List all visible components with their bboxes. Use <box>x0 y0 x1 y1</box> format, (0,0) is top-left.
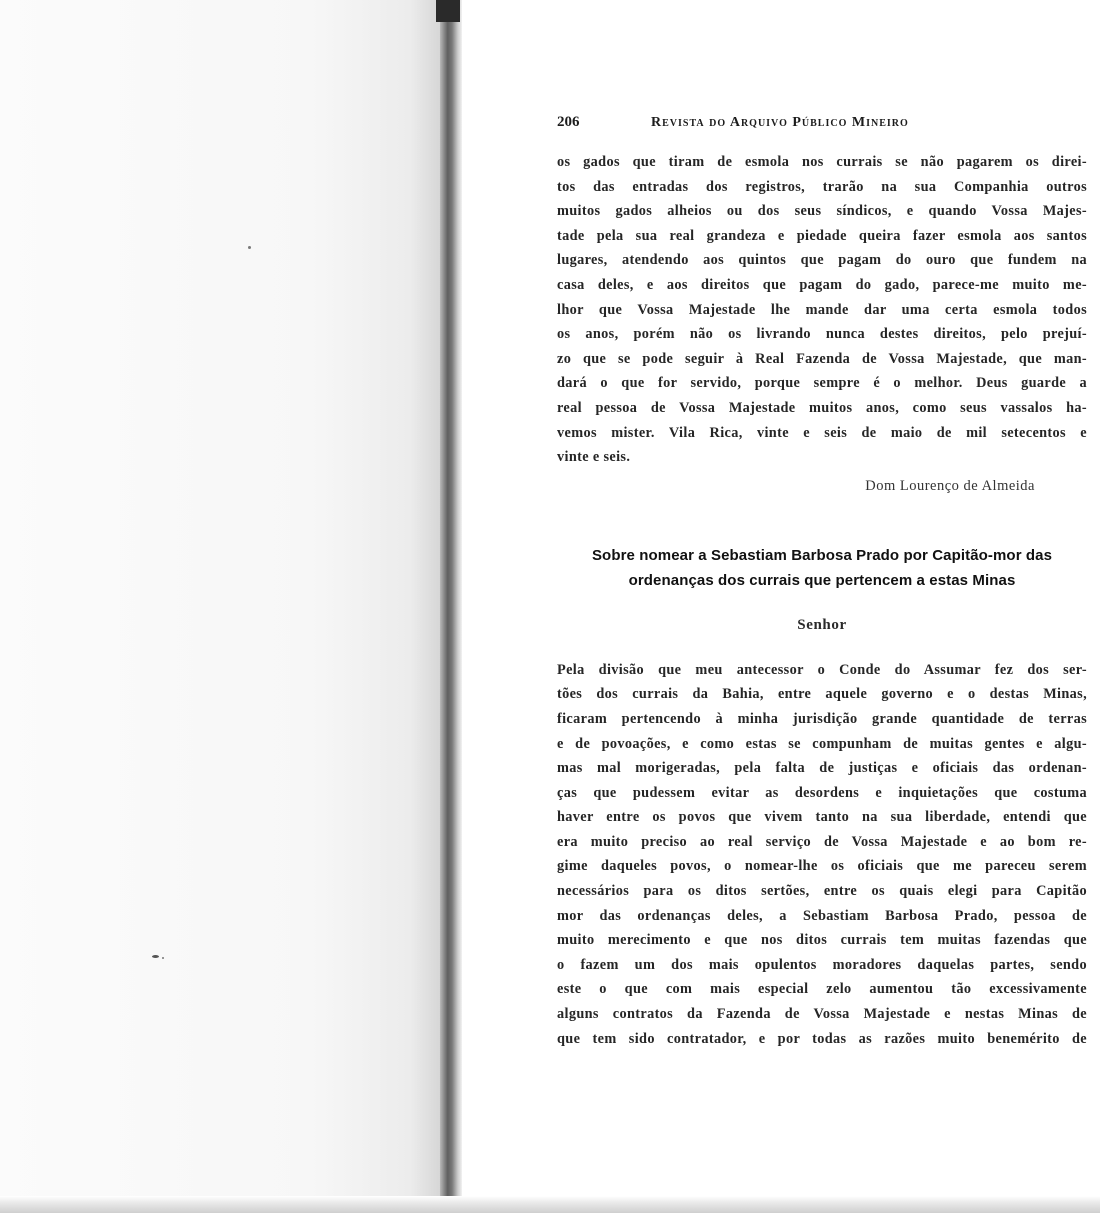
journal-title: Revista do Arquivo Público Mineiro <box>651 115 909 130</box>
text-line: zo que se pode seguir à Real Fazenda de Vossa Majestade, que man- <box>557 350 1087 367</box>
text-line: Pela divisão que meu antecessor o Conde do Assumar fez dos ser- <box>557 661 1087 678</box>
left-blank-page <box>0 0 446 1213</box>
text-line: que tem sido contratador, e por todas as razões muito benemérito de <box>557 1030 1087 1047</box>
text-line: era muito preciso ao real serviço de Vossa Majestade e ao bom re- <box>557 833 1087 850</box>
text-line: mor das ordenanças deles, a Sebastiam Barbosa Prado, pessoa de <box>557 907 1087 924</box>
text-line: necessários para os ditos sertões, entre os quais elegi para Capitão <box>557 883 1087 900</box>
signature: Dom Lourenço de Almeida <box>865 477 1035 494</box>
text-line: lhor que Vossa Majestade lhe mande dar uma certa esmola todos <box>557 301 1087 318</box>
running-head <box>557 114 1087 140</box>
text-line: dará o que for servido, porque sempre é o melhor. Deus guarde a <box>557 375 1087 392</box>
text-line: muitos gados alheios ou dos seus síndicos, e quando Vossa Majes- <box>557 203 1087 220</box>
section-title-line: Sobre nomear a Sebastiam Barbosa Prado por Capitão-mor das <box>591 546 1053 564</box>
gutter-top-shadow <box>436 0 460 22</box>
first-paragraph <box>557 150 1087 470</box>
text-line: alguns contratos da Fazenda de Vossa Majestade e nestas Minas de <box>557 1006 1087 1023</box>
text-line: tade pela sua real grandeza e piedade queira fazer esmola aos santos <box>557 227 1087 244</box>
page-number: 206 <box>557 114 580 130</box>
salutation: Senhor <box>797 616 847 633</box>
text-line: ças que pudessem evitar as desordens e inquietações que costuma <box>557 784 1087 801</box>
book-gutter <box>440 0 462 1213</box>
section-title <box>557 543 1087 593</box>
text-line: e de povoações, e como estas se compunham de muitas gentes e algu- <box>557 735 1087 752</box>
text-line: vemos mister. Vila Rica, vinte e seis de maio de mil setecentos e <box>557 424 1087 441</box>
paper-speck <box>162 957 164 959</box>
text-line: o fazem um dos mais opulentos moradores daquelas partes, sendo <box>557 956 1087 973</box>
text-line: real pessoa de Vossa Majestade muitos anos, como seus vassalos ha- <box>557 399 1087 416</box>
text-line: lugares, atendendo aos quintos que pagam do ouro que fundem na <box>557 252 1087 269</box>
text-line: este o que com mais especial zelo aumentou tão excessivamente <box>557 981 1087 998</box>
text-line: haver entre os povos que vivem tanto na sua liberdade, entendi que <box>557 809 1087 826</box>
text-line: os gados que tiram de esmola nos currais se não pagarem os direi- <box>557 154 1087 170</box>
text-line: tos das entradas dos registros, trarão na sua Companhia outros <box>557 178 1087 195</box>
printed-page <box>557 114 1087 1051</box>
text-line: muito merecimento e que nos ditos currais tem muitas fazendas que <box>557 932 1087 949</box>
text-line: casa deles, e aos direitos que pagam do gado, parece-me muito me- <box>557 276 1087 293</box>
paper-speck <box>248 246 251 249</box>
paper-speck <box>152 955 159 958</box>
second-paragraph <box>557 658 1087 1052</box>
text-line: tões dos currais da Bahia, entre aquele governo e o destas Minas, <box>557 686 1087 703</box>
section-title-line: ordenanças dos currais que pertencem a estas Minas <box>628 571 1016 589</box>
text-line: vinte e seis. <box>557 449 631 466</box>
page-bottom-edge <box>0 1196 1100 1213</box>
text-line: os anos, porém não os livrando nunca destes direitos, pelo prejuí- <box>557 326 1087 343</box>
text-line: mas mal morigeradas, pela falta de justiças e oficiais das ordenan- <box>557 760 1087 777</box>
text-line: gime daqueles povos, o nomear-lhe os oficiais que me pareceu serem <box>557 858 1087 875</box>
text-line: ficaram pertencendo à minha jurisdição grande quantidade de terras <box>557 710 1087 727</box>
